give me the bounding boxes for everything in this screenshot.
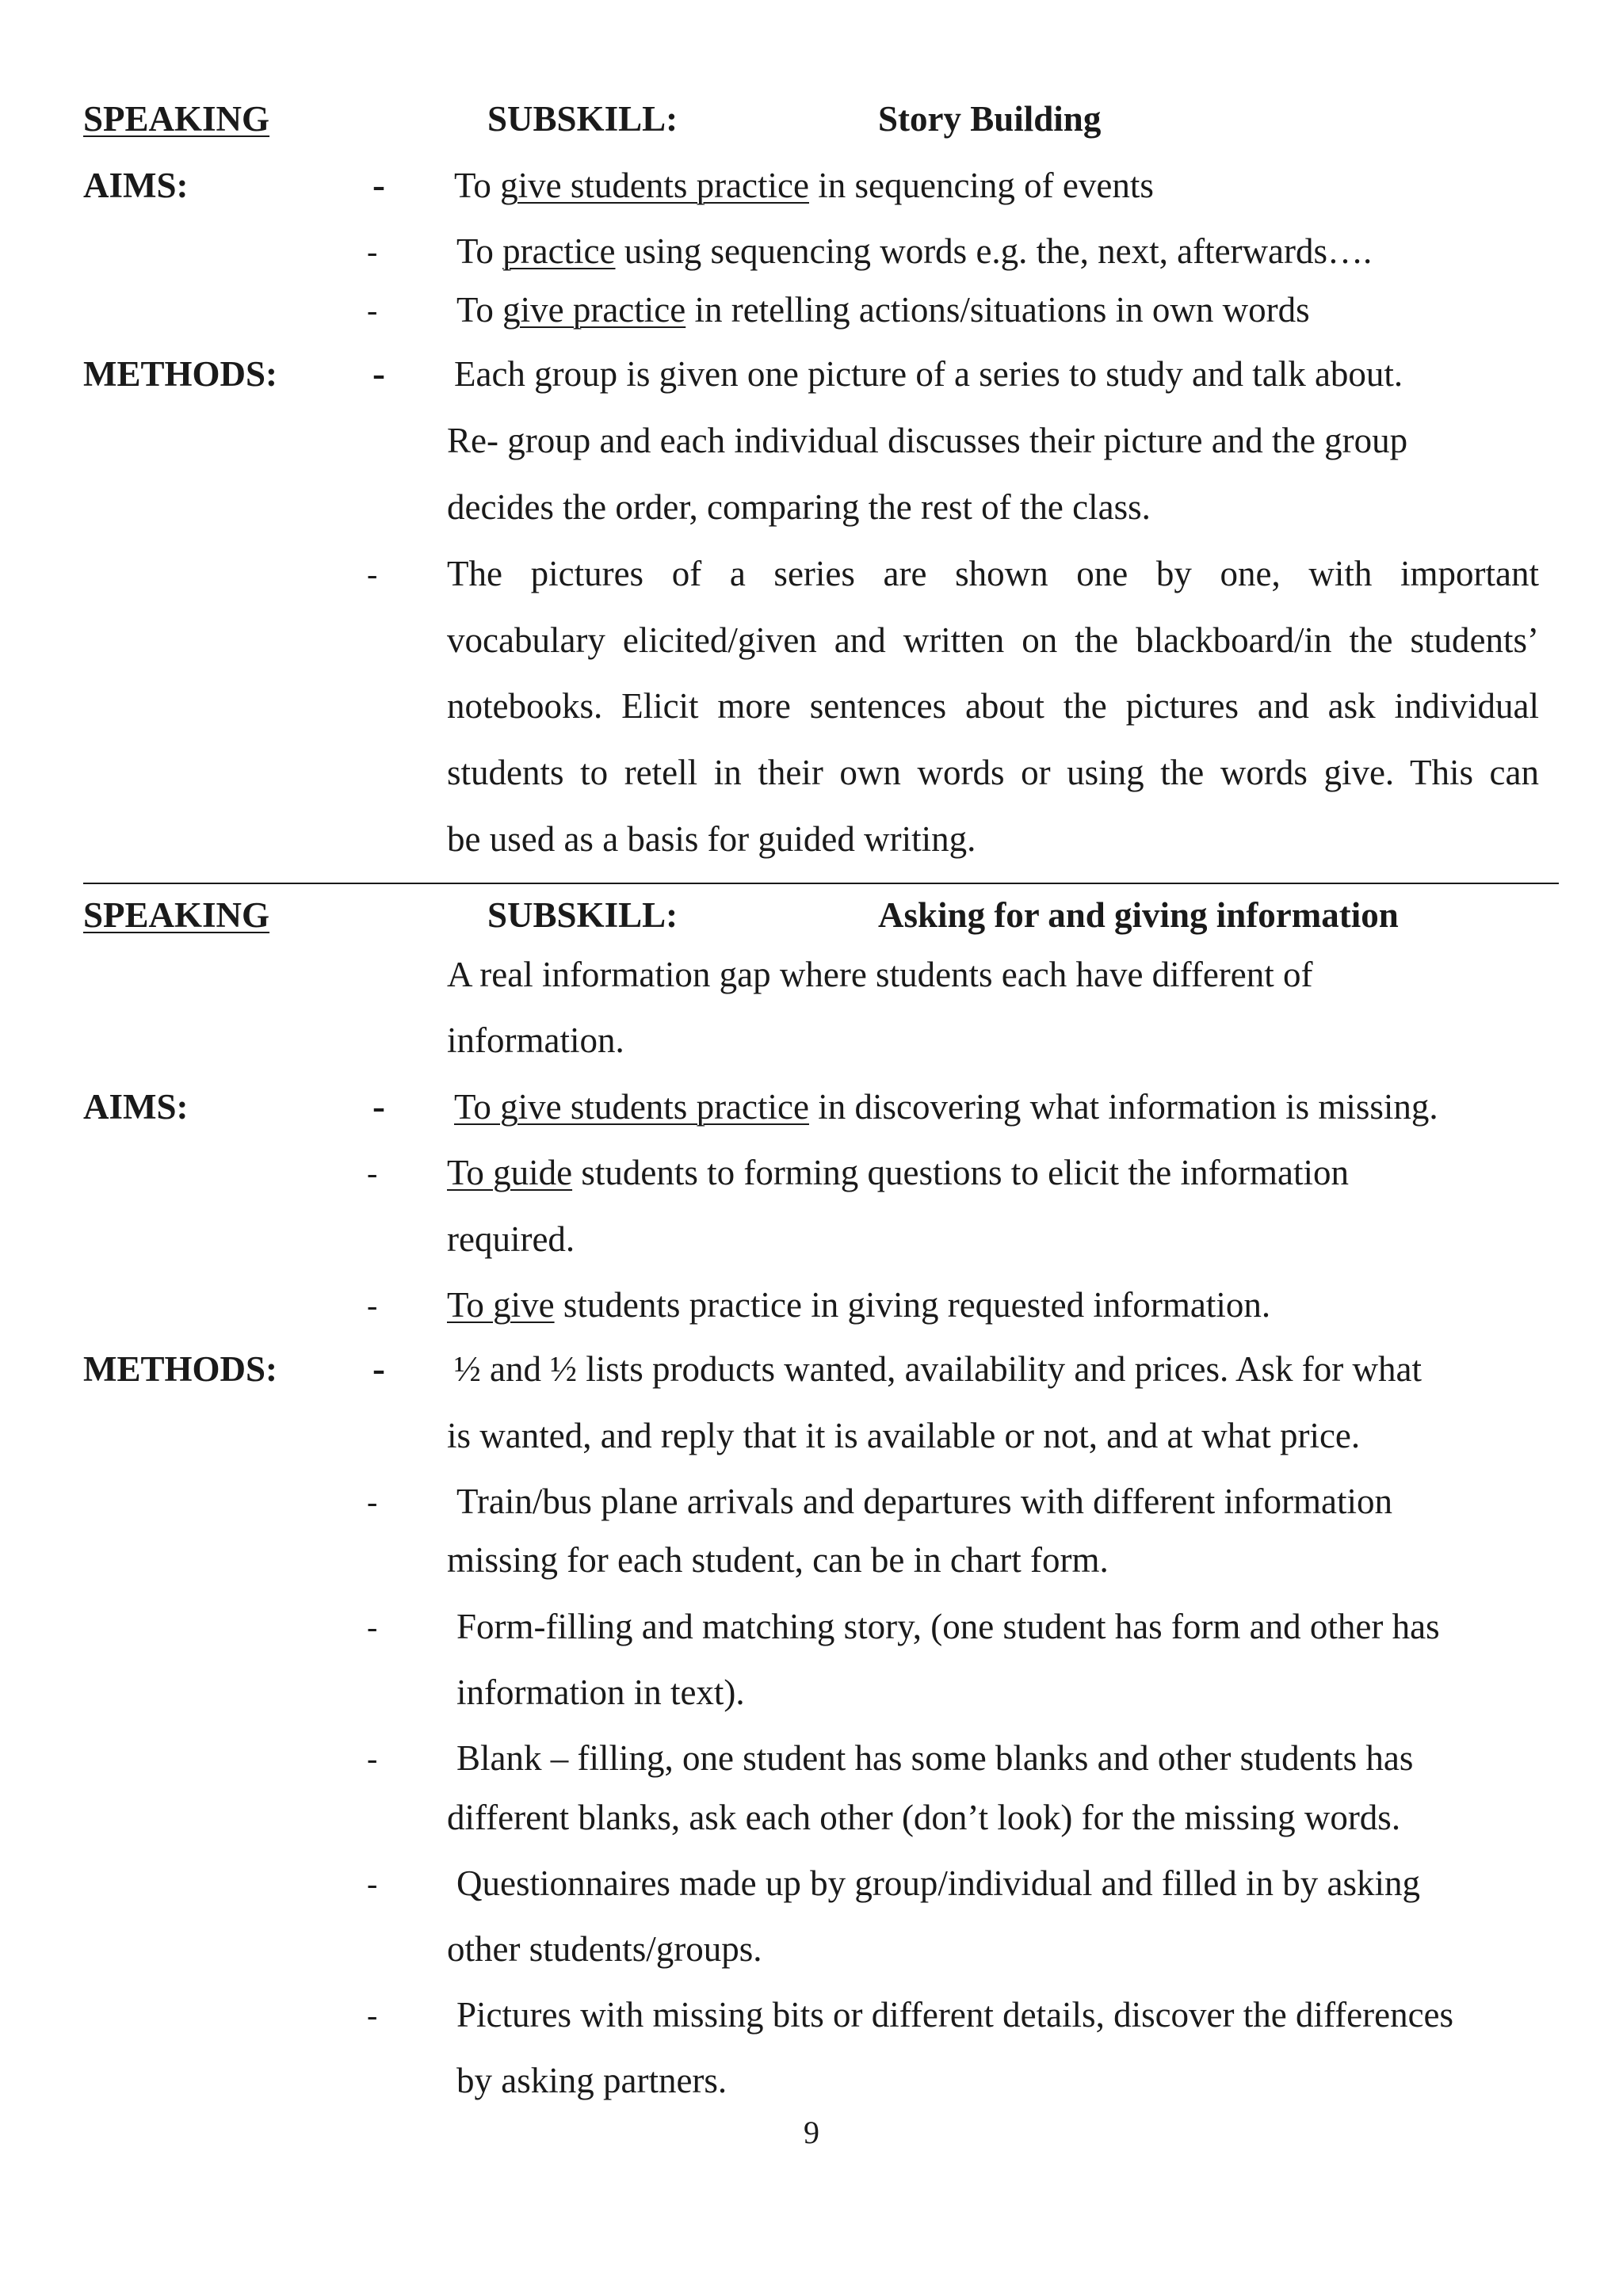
- section1-method-2-line-2: vocabulary elicited/given and written on the blackboard/in the students’: [447, 620, 1539, 660]
- section2-heading: SPEAKING: [83, 895, 270, 935]
- section2-method-2-line-2: missing for each student, can be in chart form.: [447, 1540, 1109, 1580]
- bullet-dash: -: [367, 1484, 378, 1520]
- section2-subskill: Asking for and giving information: [878, 895, 1399, 935]
- section1-method-2-line-5: be used as a basis for guided writing.: [447, 819, 976, 859]
- section2-method-5-line-2: other students/groups.: [447, 1929, 762, 1969]
- section2-aims-label: AIMS:: [83, 1087, 189, 1127]
- section1-aim-3: To give practice in retelling actions/situations in own words: [456, 290, 1310, 330]
- bullet-dash: -: [372, 353, 385, 395]
- section2-method-6-line-1: Pictures with missing bits or different details, discover the differences: [456, 1995, 1454, 2035]
- section2-aim-2-cont: required.: [447, 1219, 575, 1259]
- section2-aim-2: To guide students to forming questions to elicit the information: [447, 1153, 1349, 1192]
- section2-method-2-line-1: Train/bus plane arrivals and departures with different information: [456, 1482, 1392, 1521]
- page-number: 9: [804, 2115, 819, 2150]
- bullet-dash: -: [367, 1609, 378, 1645]
- section1-method-1-line-3: decides the order, comparing the rest of the class.: [447, 487, 1151, 527]
- section2-method-6-line-2: by asking partners.: [456, 2061, 727, 2100]
- bullet-dash: -: [367, 234, 378, 269]
- section1-aim-1: To give students practice in sequencing of events: [454, 166, 1154, 205]
- bullet-dash: -: [367, 1866, 378, 1901]
- section2-intro-line-2: information.: [447, 1020, 624, 1060]
- section2-method-4-line-2: different blanks, ask each other (don’t look) for the missing words.: [447, 1798, 1401, 1837]
- section1-aims-label: AIMS:: [83, 166, 189, 205]
- section1-subskill-label: SUBSKILL:: [487, 99, 678, 139]
- bullet-dash: -: [367, 292, 378, 328]
- section1-method-1-line-1: Each group is given one picture of a series to study and talk about.: [454, 354, 1403, 394]
- section1-heading: SPEAKING: [83, 99, 270, 139]
- section-divider: [83, 883, 1559, 884]
- section1-subskill: Story Building: [878, 99, 1102, 139]
- section1-aim-2: To practice using sequencing words e.g. the, next, afterwards….: [456, 231, 1373, 271]
- section2-aim-3: To give students practice in giving requested information.: [447, 1285, 1271, 1325]
- bullet-dash: -: [367, 1287, 378, 1323]
- section1-method-1-line-2: Re- group and each individual discusses their picture and the group: [447, 421, 1408, 460]
- bullet-dash: -: [372, 164, 385, 206]
- bullet-dash: -: [367, 1741, 378, 1776]
- section2-method-4-line-1: Blank – filling, one student has some blanks and other students has: [456, 1738, 1414, 1778]
- section1-method-2-line-1: The pictures of a series are shown one by one, with important: [447, 554, 1539, 593]
- bullet-dash: -: [367, 1997, 378, 2033]
- section2-method-3-line-1: Form-filling and matching story, (one student has form and other has: [456, 1607, 1440, 1646]
- bullet-dash: -: [367, 556, 378, 592]
- section1-method-2-line-3: notebooks. Elicit more sentences about the pictures and ask individual: [447, 686, 1539, 726]
- section2-method-1-line-2: is wanted, and reply that it is available or not, and at what price.: [447, 1416, 1361, 1455]
- section2-intro-line-1: A real information gap where students each have different of: [447, 955, 1313, 994]
- section2-method-3-line-2: information in text).: [456, 1672, 745, 1712]
- section2-aim-1: To give students practice in discovering what information is missing.: [454, 1087, 1438, 1127]
- bullet-dash: -: [372, 1085, 385, 1127]
- section1-methods-label: METHODS:: [83, 354, 278, 394]
- section2-method-1-line-1: ½ and ½ lists products wanted, availability and prices. Ask for what: [454, 1349, 1422, 1389]
- bullet-dash: -: [367, 1155, 378, 1191]
- section2-methods-label: METHODS:: [83, 1349, 278, 1389]
- section1-method-2-line-4: students to retell in their own words or using the words give. This can: [447, 753, 1539, 792]
- section2-subskill-label: SUBSKILL:: [487, 895, 678, 935]
- section2-method-5-line-1: Questionnaires made up by group/individual and filled in by asking: [456, 1863, 1421, 1903]
- bullet-dash: -: [372, 1348, 385, 1390]
